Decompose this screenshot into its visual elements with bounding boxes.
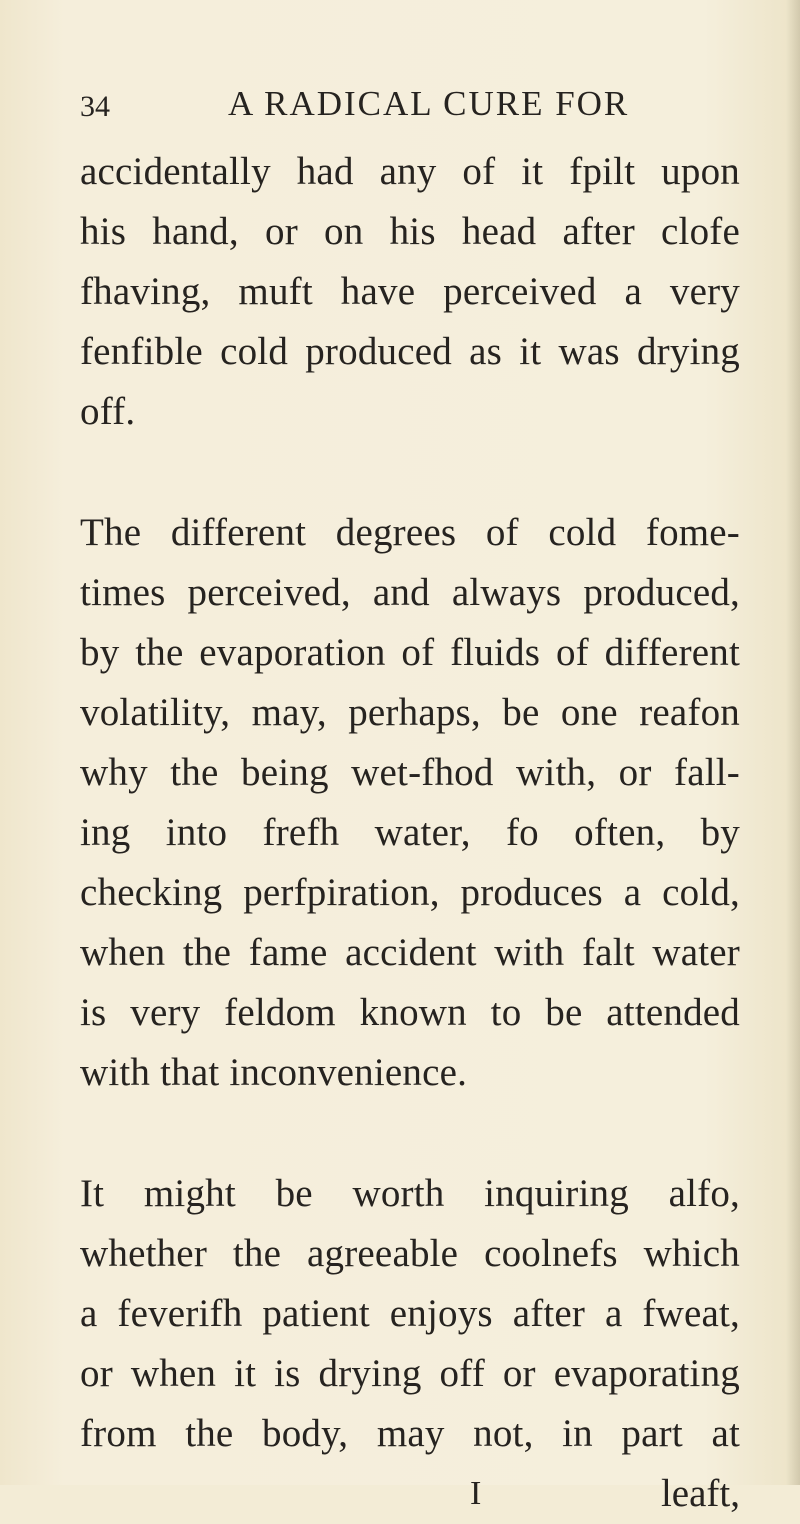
text-line: why the being wet-fhod with, or fall-: [80, 751, 740, 794]
text-line: It might be worth inquiring alfo,: [80, 1172, 740, 1215]
text-line: by the evaporation of fluids of different: [80, 631, 740, 674]
text-line: a feverifh patient enjoys after a fweat,: [80, 1292, 740, 1335]
text-line: with that inconvenience.: [80, 1051, 468, 1094]
page-number: 34: [80, 90, 110, 123]
text-line: volatility, may, perhaps, be one reafon: [80, 691, 740, 734]
text-line: whether the agreeable coolnefs which: [80, 1232, 740, 1275]
text-line: his hand, or on his head after clofe: [80, 210, 740, 253]
signature-mark: I: [470, 1475, 482, 1512]
text-line: checking perfpiration, produces a cold,: [80, 871, 740, 914]
text-line: The different degrees of cold fome-: [80, 511, 740, 554]
running-title: A RADICAL CURE FOR: [228, 84, 630, 123]
text-line: when the fame accident with falt water: [80, 931, 740, 974]
page-footer: [80, 1464, 740, 1524]
text-line: times perceived, and always produced,: [80, 571, 740, 614]
text-line: is very feldom known to be attended: [80, 991, 740, 1034]
running-head: [80, 84, 720, 134]
text-line: fenfible cold produced as it was drying: [80, 330, 740, 373]
text-line: from the body, may not, in part at: [80, 1412, 740, 1455]
page-edge-shadow: [786, 0, 800, 1485]
body-text: [80, 142, 740, 1524]
paragraph-3: [80, 1164, 740, 1464]
paragraph-2: [80, 503, 740, 1103]
text-line: or when it is drying off or evaporating: [80, 1352, 740, 1395]
text-line: accidentally had any of it fpilt upon: [80, 150, 740, 193]
text-line: fhaving, muft have perceived a very: [80, 270, 740, 313]
paragraph-gap: [80, 1103, 740, 1164]
text-line: ing into frefh water, fo often, by: [80, 811, 740, 854]
paragraph-gap: [80, 442, 740, 503]
paragraph-1: [80, 142, 740, 442]
catchword: leaft,: [660, 1472, 740, 1515]
text-line: off.: [80, 390, 136, 433]
